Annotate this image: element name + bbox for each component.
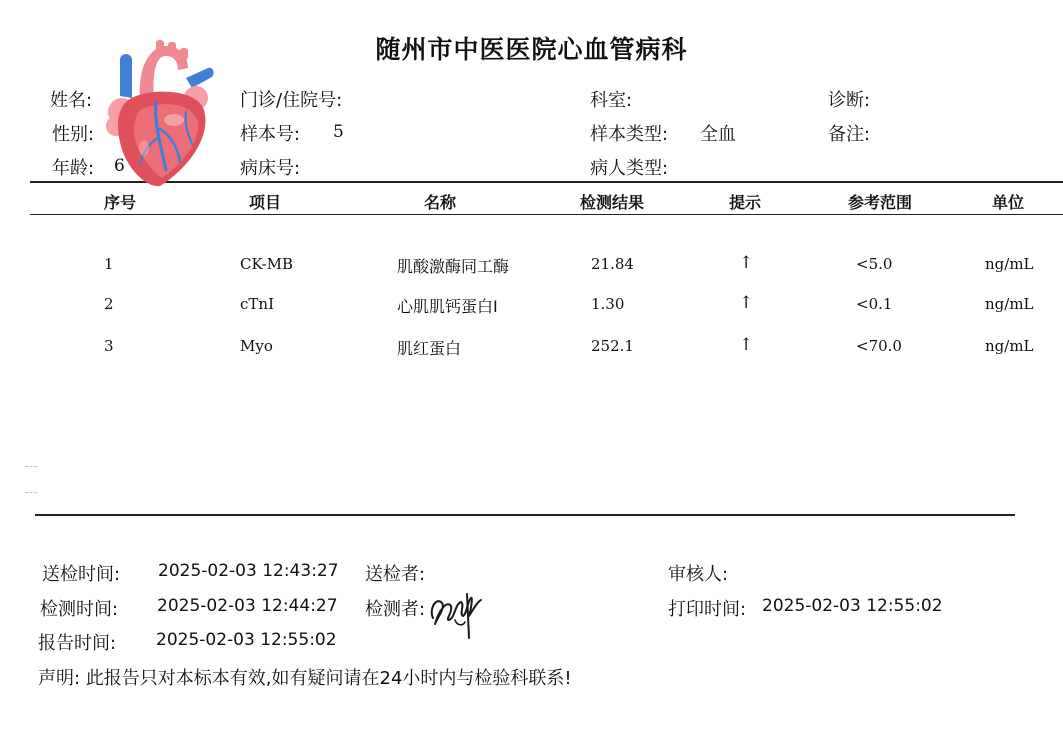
report-time-value: 2025-02-03 12:55:02	[156, 630, 337, 650]
disclaimer-statement: 声明: 此报告只对本标本有效,如有疑问请在24小时内与检验科联系!	[38, 668, 572, 689]
row-reference-range: <70.0	[856, 337, 902, 355]
header-item: 项目	[248, 193, 281, 212]
scan-mark	[25, 492, 37, 493]
row-name: 心肌肌钙蛋白I	[397, 297, 498, 316]
remarks-label: 备注:	[828, 124, 871, 145]
submit-time-label: 送检时间:	[42, 564, 121, 585]
print-time-label: 打印时间:	[668, 599, 747, 620]
row-item: cTnI	[240, 295, 274, 313]
row-item: CK-MB	[240, 255, 294, 273]
header-unit: 单位	[991, 193, 1024, 212]
gender-label: 性别:	[52, 124, 95, 145]
anatomical-heart-icon	[100, 38, 216, 190]
header-result: 检测结果	[579, 193, 644, 212]
sample-number-label: 样本号:	[240, 124, 301, 145]
signature	[425, 580, 493, 640]
report-title: 随州市中医医院心血管病科	[375, 35, 688, 64]
row-unit: ng/mL	[985, 255, 1034, 273]
table-header-rule	[30, 214, 1063, 215]
header-reference-range: 参考范围	[847, 193, 912, 212]
clinic-number-label: 门诊/住院号:	[240, 90, 343, 111]
print-time-value: 2025-02-03 12:55:02	[762, 596, 943, 616]
sample-type-label: 样本类型:	[590, 124, 669, 145]
submit-time-value: 2025-02-03 12:43:27	[158, 561, 339, 581]
scan-mark	[25, 466, 37, 467]
row-name: 肌酸激酶同工酶	[397, 257, 510, 276]
row-item: Myo	[240, 337, 273, 355]
row-flag-up-arrow-icon: ↑	[739, 293, 754, 313]
row-name: 肌红蛋白	[397, 339, 462, 358]
header-flag: 提示	[728, 193, 761, 212]
row-number: 3	[104, 337, 114, 355]
row-flag-up-arrow-icon: ↑	[739, 253, 754, 273]
department-label: 科室:	[590, 90, 633, 111]
row-number: 1	[104, 255, 114, 273]
sample-type-value: 全血	[700, 124, 736, 145]
row-reference-range: <5.0	[856, 255, 893, 273]
report-time-label: 报告时间:	[38, 633, 117, 654]
tester-label: 检测者:	[365, 599, 426, 620]
row-number: 2	[104, 295, 114, 313]
sample-number-value: 5	[333, 122, 344, 142]
patient-type-label: 病人类型:	[590, 158, 669, 179]
test-time-value: 2025-02-03 12:44:27	[157, 596, 338, 616]
bed-number-label: 病床号:	[240, 158, 301, 179]
row-result: 21.84	[591, 255, 634, 273]
age-label: 年龄:	[52, 158, 95, 179]
row-reference-range: <0.1	[856, 295, 893, 313]
header-number: 序号	[103, 193, 136, 212]
row-flag-up-arrow-icon: ↑	[739, 335, 754, 355]
name-label: 姓名:	[50, 90, 93, 111]
table-bottom-rule	[35, 514, 1015, 516]
row-result: 1.30	[591, 295, 625, 313]
row-unit: ng/mL	[985, 337, 1034, 355]
header-name: 名称	[423, 193, 456, 212]
age-value: 6	[114, 156, 125, 176]
row-unit: ng/mL	[985, 295, 1034, 313]
row-result: 252.1	[591, 337, 634, 355]
reviewer-label: 审核人:	[668, 564, 729, 585]
diagnosis-label: 诊断:	[828, 90, 871, 111]
test-time-label: 检测时间:	[40, 599, 119, 620]
submitter-label: 送检者:	[365, 564, 426, 585]
